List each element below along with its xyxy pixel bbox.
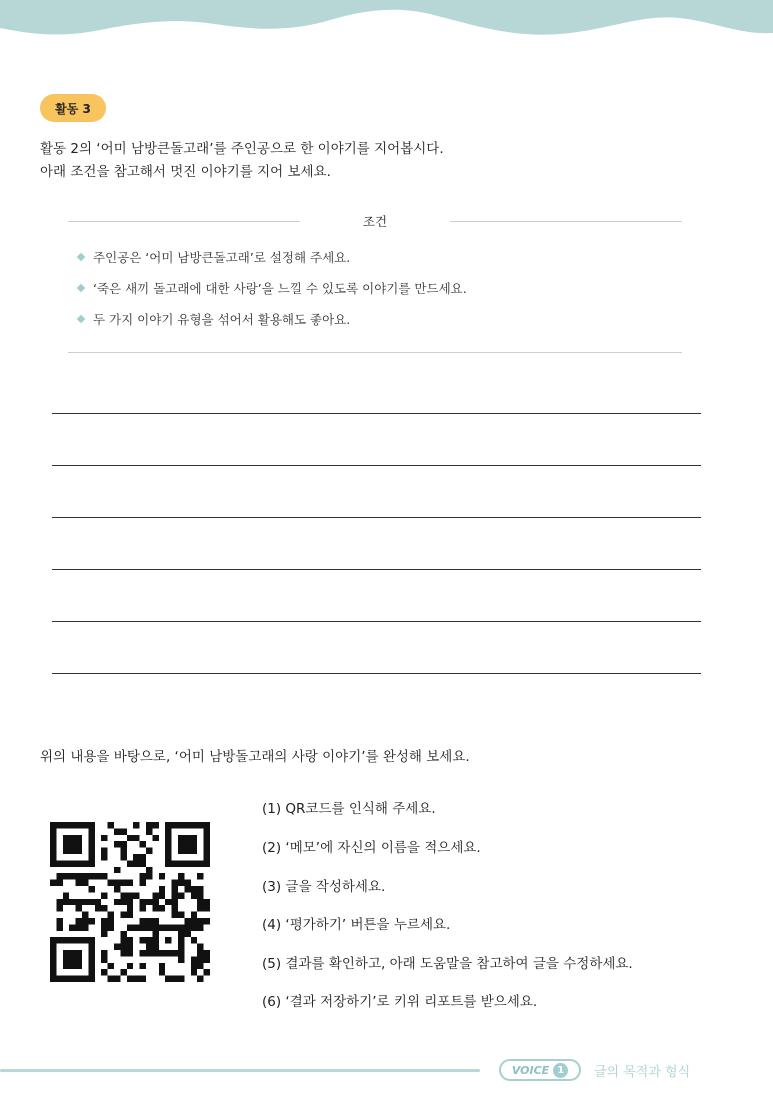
writing-line[interactable]: [52, 413, 701, 414]
writing-line[interactable]: [52, 465, 701, 466]
writing-line[interactable]: [52, 621, 701, 622]
condition-item: [78, 310, 350, 328]
condition-text: 두 가지 이야기 유형을 섞어서 활용해도 좋아요.: [93, 312, 351, 327]
conditions-top-rule-right: [450, 221, 682, 222]
activity-badge: 활동 3: [40, 94, 106, 122]
step-2: (2) ‘메모’에 자신의 이름을 적으세요.: [262, 840, 481, 856]
step-3: (3) 글을 작성하세요.: [262, 879, 386, 895]
diamond-bullet-icon: [77, 253, 85, 261]
writing-line[interactable]: [52, 517, 701, 518]
diamond-bullet-icon: [77, 315, 85, 323]
condition-item: [78, 279, 467, 297]
step-5: (5) 결과를 확인하고, 아래 도움말을 참고하여 글을 수정하세요.: [262, 956, 633, 972]
voice-number: 1: [553, 1063, 568, 1078]
top-wave-decoration: [0, 0, 773, 60]
complete-story-instruction: 위의 내용을 바탕으로, ‘어미 남방돌고래의 사랑 이야기’를 완성해 보세요.: [40, 749, 470, 765]
instruction-line-2: 아래 조건을 참고해서 멋진 이야기를 지어 보세요.: [40, 164, 331, 180]
writing-line[interactable]: [52, 673, 701, 674]
conditions-bottom-rule: [68, 352, 682, 353]
conditions-top-rule-left: [68, 221, 300, 222]
qr-code-image[interactable]: [50, 822, 210, 982]
voice-label: VOICE: [511, 1063, 550, 1077]
conditions-title: 조건: [362, 214, 388, 229]
instruction-line-1: 활동 2의 ‘어미 남방큰돌고래’를 주인공으로 한 이야기를 지어봅시다.: [40, 141, 444, 157]
voice-badge: [499, 1059, 581, 1081]
step-1: (1) QR코드를 인식해 주세요.: [262, 801, 436, 817]
writing-line[interactable]: [52, 569, 701, 570]
step-4: (4) ‘평가하기’ 버튼을 누르세요.: [262, 917, 451, 933]
footer-rule: [0, 1069, 480, 1072]
condition-text: 주인공은 ‘어미 남방큰돌고래’로 설정해 주세요.: [93, 250, 351, 265]
diamond-bullet-icon: [77, 284, 85, 292]
footer-section-title: 글의 목적과 형식: [594, 1065, 691, 1080]
condition-item: [78, 248, 350, 266]
step-6: (6) ‘결과 저장하기’로 키위 리포트를 받으세요.: [262, 994, 538, 1010]
condition-text: ‘죽은 새끼 돌고래에 대한 사랑’을 느낄 수 있도록 이야기를 만드세요.: [93, 281, 467, 296]
